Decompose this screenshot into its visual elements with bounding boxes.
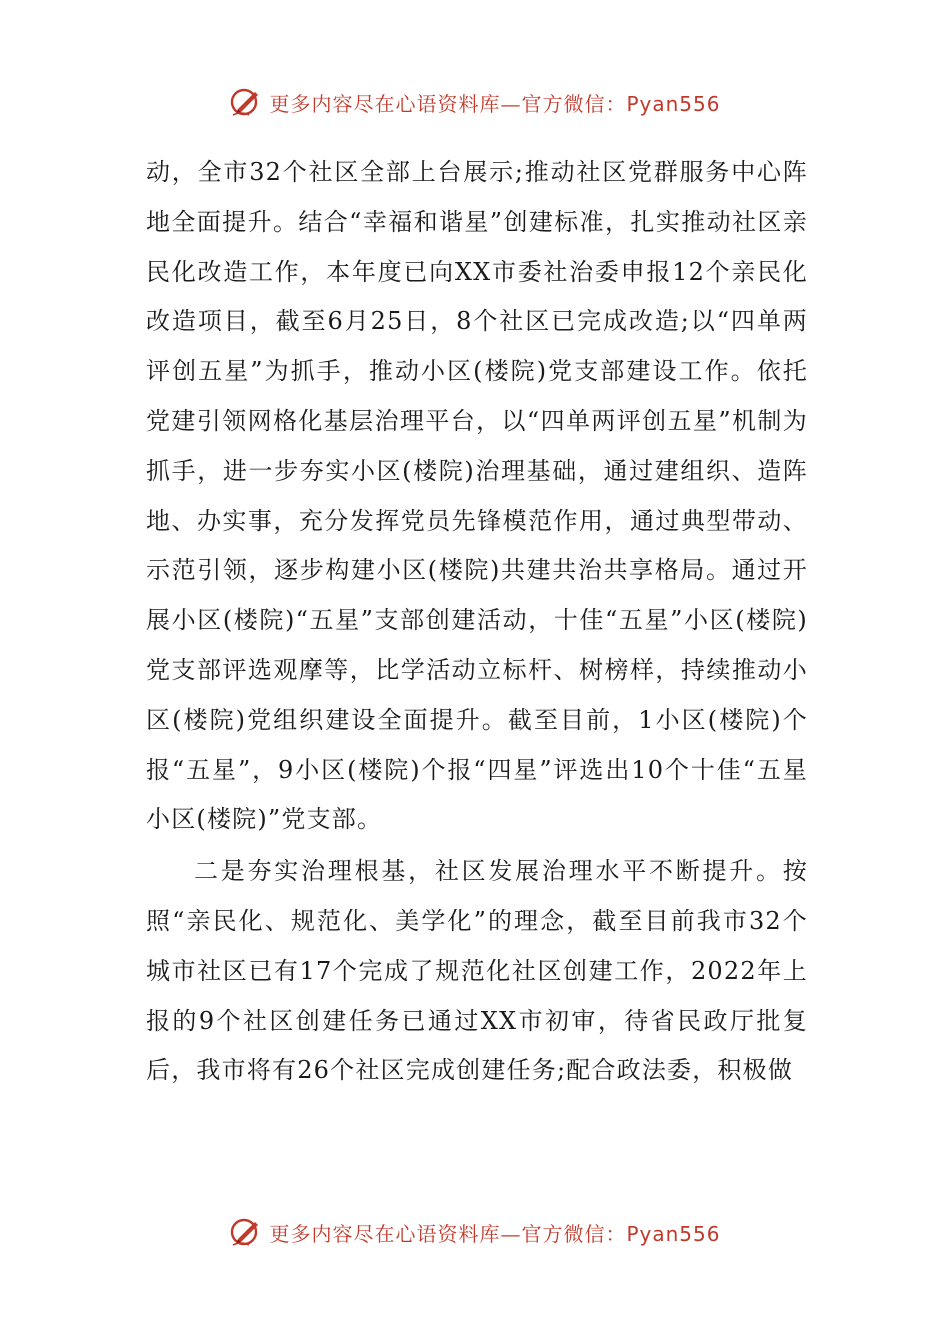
paragraph-continued: 动，全市32个社区全部上台展示;推动社区党群服务中心阵地全面提升。结合“幸福和谐星”创建标准，扎实推动社区亲民化改造工作，本年度已向XX市委社治委申报12个亲民化改造项目，截至6月25日，8个社区已完成改造;以“四单两评创五星”为抓手，推动小区(楼院)党支部建设工作。依托党建引领网格化基层治理平台，以“四单两评创五星”机制为抓手，进一步夯实小区(楼院)治理基础，通过建组织、造阵地、办实事，充分发挥党员先锋模范作用，通过典型带动、示范引领，逐步构建小区(楼院)共建共治共享格局。通过开展小区(楼院)“五星”支部创建活动，十佳“五星”小区(楼院)党支部评选观摩等，比学活动立标杆、树榜样，持续推动小区(楼院)党组织建设全面提升。截至目前，1小区(楼院)个报“五星”，9小区(楼院)个报“四星”评选出10个十佳“五星小区(楼院)”党支部。 [146,158,808,834]
banner-text-main: 更多内容尽在心语资料库 [269,91,501,116]
pen-logo-icon [229,1215,263,1249]
banner-text-main: 更多内容尽在心语资料库 [269,1221,501,1246]
banner-text [269,1218,720,1247]
paragraph-section-two: 二是夯实治理根基，社区发展治理水平不断提升。按照“亲民化、规范化、美学化”的理念，截至目前我市32个城市社区已有17个完成了规范化社区创建工作，2022年上报的9个社区创建任务已通过XX市初审，待省民政厅批复后，我市将有26个社区完成创建任务;配合政法委，积极做 [146,857,808,1085]
banner-text-dash: — [500,1221,522,1246]
banner-text [269,88,720,117]
banner-text-wechat: 官方微信：Pyan556 [521,1221,721,1246]
footer-banner-inner [229,1215,720,1249]
document-body [146,148,808,1096]
banner-text-wechat: 官方微信：Pyan556 [521,91,721,116]
footer-banner [0,1212,950,1252]
header-banner [0,82,950,122]
banner-text-dash: — [500,91,522,116]
header-banner-inner [229,85,720,119]
pen-logo-icon [229,85,263,119]
